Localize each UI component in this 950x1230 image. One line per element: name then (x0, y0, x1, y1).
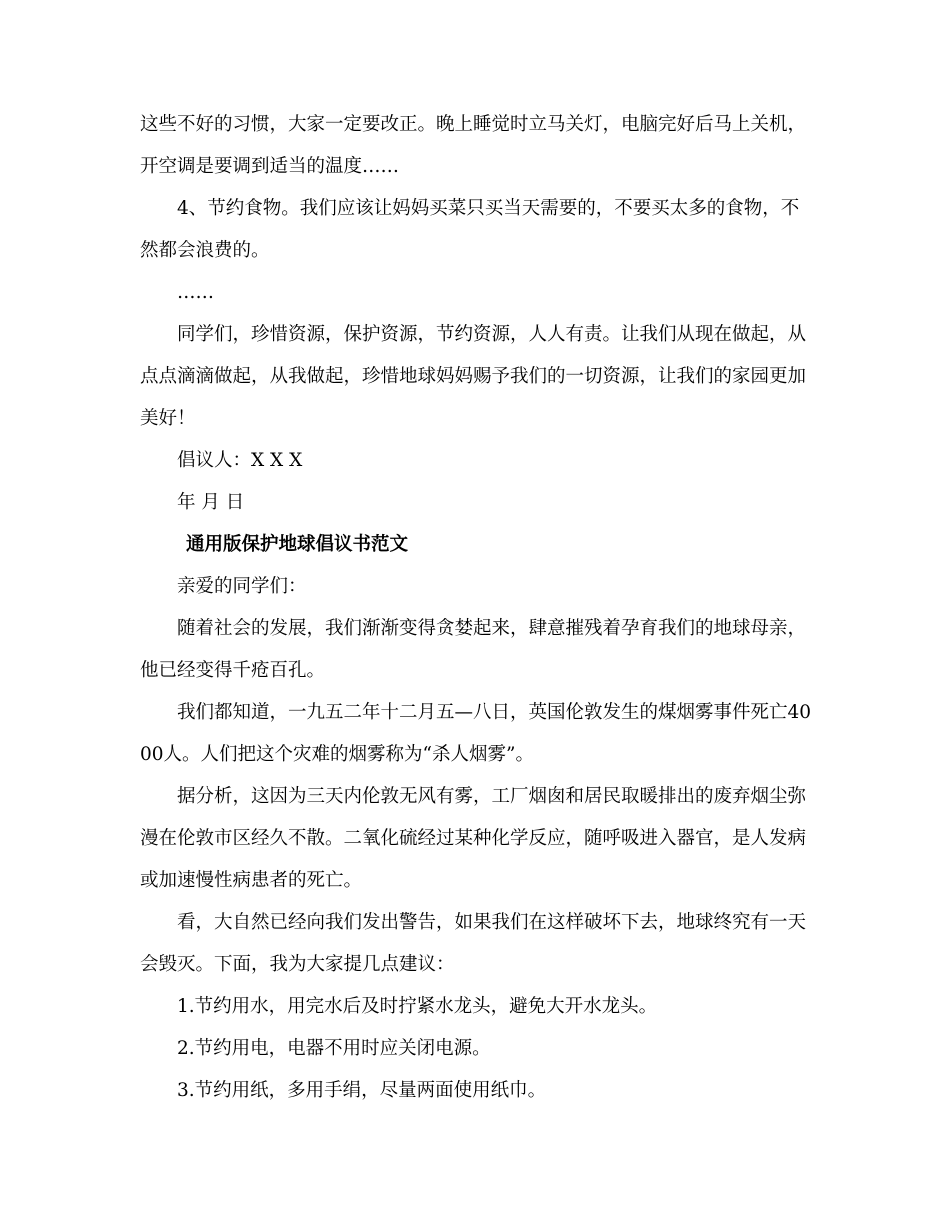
paragraph-analysis: 据分析，这因为三天内伦敦无风有雾，工厂烟囱和居民取暖排出的废弃烟尘弥漫在伦敦市区经久不散。二氧化硫经过某种化学反应，随呼吸进入器官，是人发病或加速慢性病患者的死亡。 (140, 786, 807, 891)
paragraph-development: 随着社会的发展，我们渐渐变得贪婪起来，肆意摧残着孕育我们的地球母亲，他已经变得千疮百孔。 (140, 618, 807, 681)
document-body (140, 104, 812, 1112)
paragraph-salutation: 亲爱的同学们： (177, 576, 307, 597)
paragraph-save-food: 4、节约食物。我们应该让妈妈买菜只买当天需要的，不要买太多的食物，不然都会浪费的。 (140, 198, 800, 261)
paragraph-warning: 看，大自然已经向我们发出警告，如果我们在这样破坏下去，地球终究有一天会毁灭。下面，我为大家提几点建议： (140, 912, 807, 975)
section-heading: 通用版保护地球倡议书范文 (186, 534, 409, 555)
paragraph-london-smog: 我们都知道，一九五二年十二月五—八日，英国伦敦发生的煤烟雾事件死亡4000人。人们把这个灾难的烟雾称为“杀人烟雾”。 (140, 702, 812, 765)
paragraph-habits: 这些不好的习惯，大家一定要改正。晚上睡觉时立马关灯，电脑完好后马上关机，开空调是要调到适当的温度…… (140, 114, 807, 177)
list-item-electricity: 2.节约用电，电器不用时应关闭电源。 (177, 1038, 491, 1059)
paragraph-closing-call: 同学们，珍惜资源，保护资源，节约资源，人人有责。让我们从现在做起，从点点滴滴做起，从我做起，珍惜地球妈妈赐予我们的一切资源，让我们的家园更加美好！ (140, 324, 807, 429)
paragraph-date: 年 月 日 (177, 492, 245, 513)
list-item-paper: 3.节约用纸，多用手绢，尽量两面使用纸巾。 (177, 1080, 547, 1101)
list-item-water: 1.节约用水，用完水后及时拧紧水龙头，避免大开水龙头。 (177, 996, 658, 1017)
paragraph-ellipsis: …… (177, 282, 214, 303)
paragraph-proposer: 倡议人：X X X (177, 450, 303, 471)
